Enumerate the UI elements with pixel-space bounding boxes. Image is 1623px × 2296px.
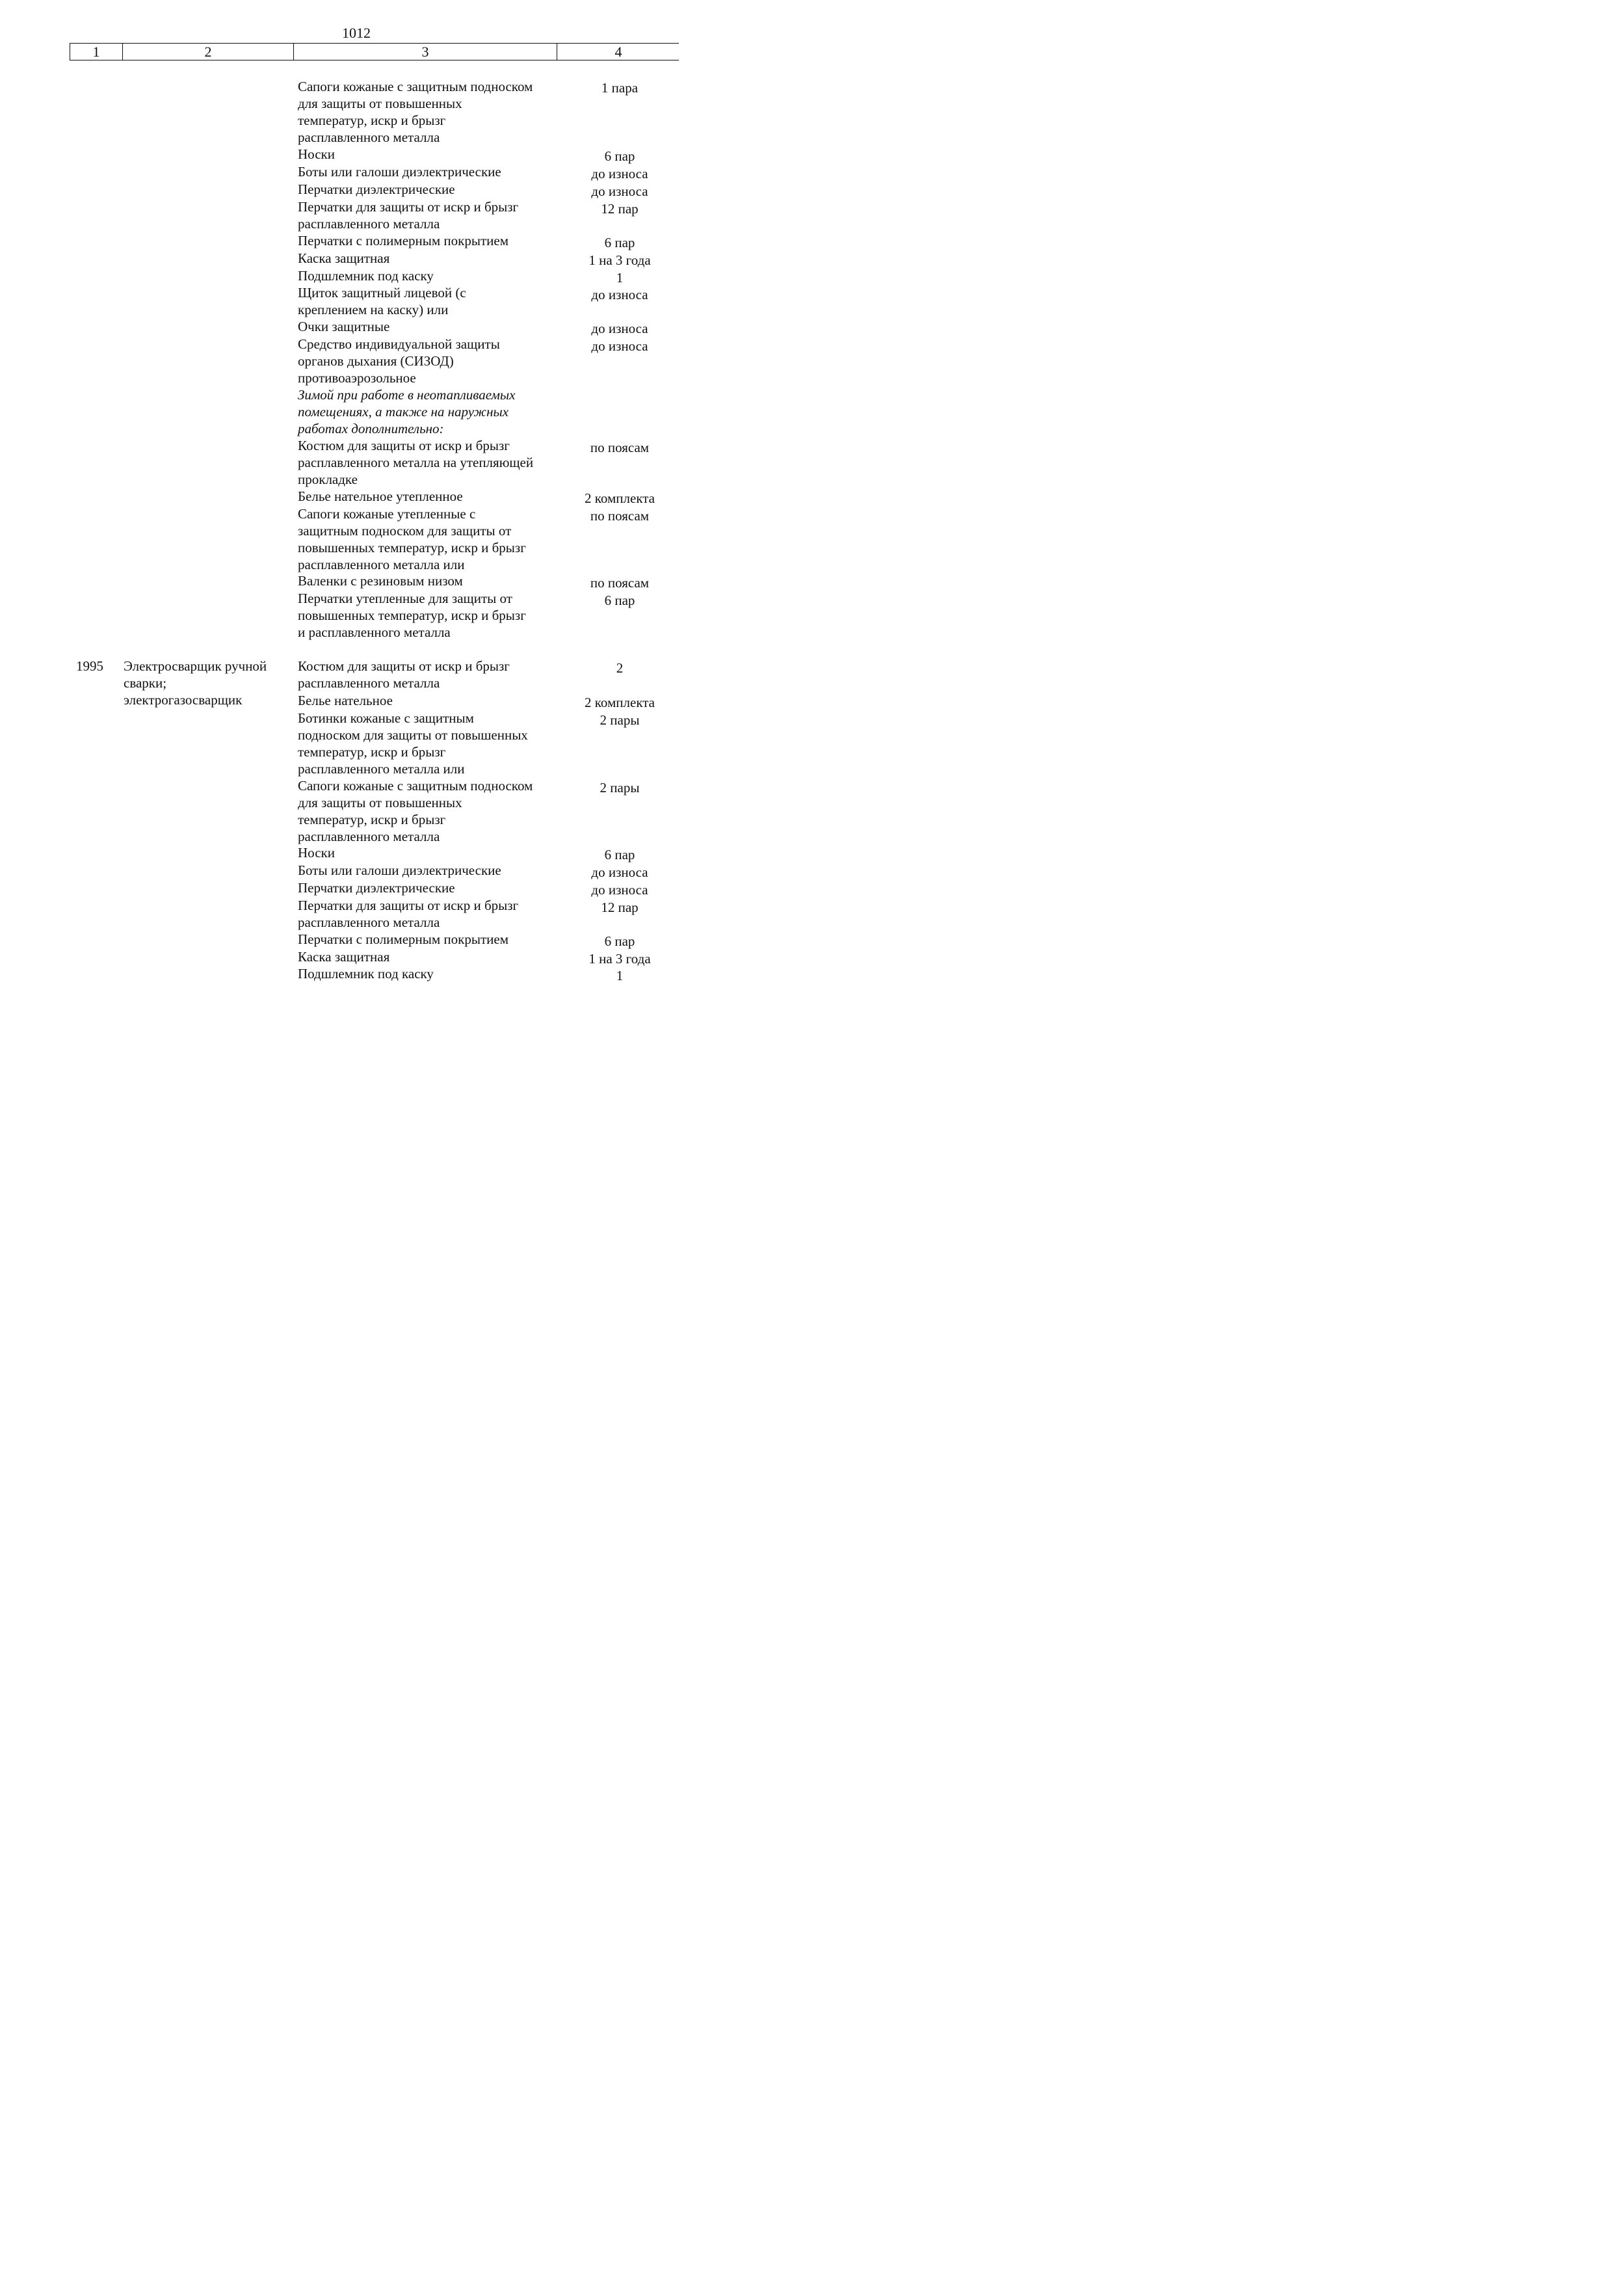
item-cell: Перчатки для защиты от искр и брызг расплавленного металла	[298, 898, 519, 930]
item-cell: Щиток защитный лицевой (с креплением на каску) или	[298, 285, 466, 317]
qty-cell: 12 пар	[601, 900, 639, 915]
item-cell: Белье нательное	[298, 693, 393, 708]
item-cell: Ботинки кожаные с защитным подноском для защиты от повышенных температур, искр и брызг расплавленного металла или	[298, 710, 528, 777]
item-cell: Сапоги кожаные с защитным подноском для защиты от повышенных температур, искр и брызг расплавленного металла	[298, 778, 533, 844]
item-cell: Зимой при работе в неотапливаемых помещениях, а также на наружных работах дополнительно:	[298, 387, 516, 436]
qty-cell: 6 пар	[604, 593, 635, 608]
qty-cell: 6 пар	[604, 235, 635, 250]
qty-cell: до износа	[591, 287, 648, 302]
item-cell: Костюм для защиты от искр и брызг расплавленного металла	[298, 658, 510, 691]
qty-cell: 6 пар	[604, 148, 635, 164]
item-cell: Перчатки с полимерным покрытием	[298, 931, 508, 947]
qty-cell: 1	[616, 270, 624, 286]
item-cell: Перчатки утепленные для защиты от повышенных температур, искр и брызг и расплавленного металла	[298, 591, 526, 640]
qty-cell: 1	[616, 968, 624, 983]
qty-cell: 2 комплекта	[585, 490, 655, 506]
item-cell: Перчатки диэлектрические	[298, 880, 455, 896]
qty-cell: 6 пар	[604, 933, 635, 949]
item-cell: Боты или галоши диэлектрические	[298, 164, 501, 180]
column-header-3: 3	[294, 44, 557, 60]
qty-cell: до износа	[591, 882, 648, 898]
table-header	[70, 43, 679, 60]
item-cell: Валенки с резиновым низом	[298, 573, 463, 589]
qty-cell: 1 на 3 года	[588, 252, 651, 268]
column-header-2: 2	[123, 44, 294, 60]
qty-cell: по поясам	[590, 575, 650, 591]
item-cell: Носки	[298, 845, 335, 861]
profession-cell: Электросварщик ручной сварки; электрогазосварщик	[124, 658, 267, 708]
item-cell: Носки	[298, 146, 335, 162]
qty-cell: 6 пар	[604, 847, 635, 862]
qty-cell: до износа	[591, 864, 648, 880]
item-cell: Костюм для защиты от искр и брызг расплавленного металла на утепляющей прокладке	[298, 438, 534, 487]
item-cell: Подшлемник под каску	[298, 268, 434, 284]
item-cell: Перчатки для защиты от искр и брызг расплавленного металла	[298, 199, 519, 232]
qty-cell: до износа	[591, 183, 648, 199]
item-cell: Перчатки диэлектрические	[298, 181, 455, 197]
qty-cell: 2 комплекта	[585, 695, 655, 710]
qty-cell: 2 пары	[600, 780, 640, 795]
item-cell: Очки защитные	[298, 319, 390, 334]
qty-cell: 12 пар	[601, 201, 639, 217]
item-cell: Каска защитная	[298, 949, 390, 965]
item-cell: Перчатки с полимерным покрытием	[298, 233, 508, 248]
page-number: 1012	[342, 25, 371, 41]
item-cell: Сапоги кожаные с защитным подноском для защиты от повышенных температур, искр и брызг расплавленного металла	[298, 79, 533, 145]
qty-cell: до износа	[591, 321, 648, 336]
qty-cell: по поясам	[590, 440, 650, 455]
entry-code: 1995	[76, 658, 103, 674]
item-cell: Средство индивидуальной защиты органов дыхания (СИЗОД) противоаэрозольное	[298, 336, 500, 386]
qty-cell: 1 пара	[601, 80, 639, 96]
qty-cell: до износа	[591, 166, 648, 181]
qty-cell: по поясам	[590, 508, 650, 524]
item-cell: Каска защитная	[298, 250, 390, 266]
qty-cell: до износа	[591, 338, 648, 354]
qty-cell: 2 пары	[600, 712, 640, 728]
qty-cell: 1 на 3 года	[588, 951, 651, 967]
item-cell: Боты или галоши диэлектрические	[298, 862, 501, 878]
qty-cell: 2	[616, 660, 624, 676]
column-header-1: 1	[70, 44, 123, 60]
column-header-4: 4	[614, 44, 622, 60]
item-cell: Подшлемник под каску	[298, 966, 434, 981]
item-cell: Сапоги кожаные утепленные с защитным подноском для защиты от повышенных температур, искр и брызг расплавленного металла или	[298, 506, 526, 572]
item-cell: Белье нательное утепленное	[298, 488, 463, 504]
